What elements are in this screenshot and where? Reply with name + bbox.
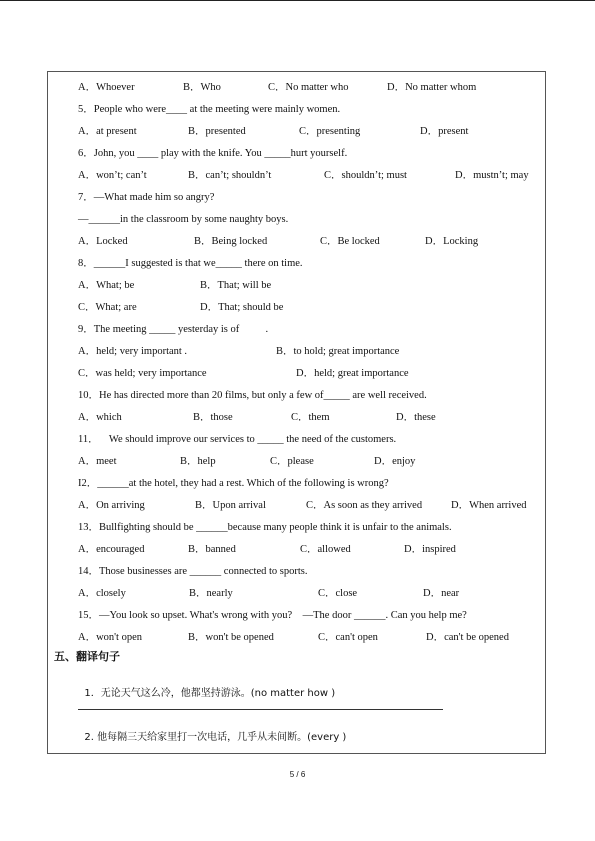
option-q11opts-0: A．meet	[78, 456, 117, 467]
option-q10opts-0: A．which	[78, 412, 122, 423]
top-rule	[0, 0, 595, 1]
option-q13opts-2: C．allowed	[300, 544, 351, 555]
option-q11opts-2: C．please	[270, 456, 314, 467]
translation-item-1	[78, 674, 335, 700]
option-q15opts-2: C．can't open	[318, 632, 378, 643]
question-q6: 6．John, you ____ play with the knife. You _____hurt yourself.	[78, 148, 348, 159]
option-q12opts-0: A．On arriving	[78, 500, 145, 511]
option-q7opts-1: B．Being locked	[194, 236, 268, 247]
question-q7: 7．—What made him so angry?	[78, 192, 215, 203]
option-q6opts-0: A．won’t; can’t	[78, 170, 147, 181]
option-q5opts-2: C．presenting	[299, 126, 361, 137]
option-q15opts-0: A．won't open	[78, 632, 143, 643]
question-q12: I2．______at the hotel, they had a rest. Which of the following is wrong?	[78, 478, 389, 489]
option-q10opts-1: B．those	[193, 412, 233, 423]
option-q9opts1-0: A．held; very important .	[78, 346, 188, 357]
translation-2-text: 2. 他每隔三天给家里打一次电话，几乎从未间断。	[84, 732, 308, 743]
option-q4opts-3: D．No matter whom	[387, 82, 477, 93]
translation-1-text: 1．无论天气这么冷，他都坚持游泳。	[84, 688, 251, 699]
option-q9opts1-1: B．to hold; great importance	[276, 346, 400, 357]
option-q14opts-1: B．nearly	[189, 588, 233, 599]
option-q6opts-2: C．shouldn’t; must	[324, 170, 407, 181]
translation-item-2	[78, 718, 346, 744]
option-q9opts2-1: D．held; great importance	[296, 368, 409, 379]
option-q4opts-0: A．Whoever	[78, 82, 135, 93]
page-number: 5 / 6	[289, 770, 306, 779]
question-q15: 15．—You look so upset. What's wrong with you? —The door ______. Can you help me?	[78, 610, 467, 621]
option-q4opts-1: B．Who	[183, 82, 221, 93]
option-q5opts-3: D．present	[420, 126, 469, 137]
question-q7b: —______in the classroom by some naughty boys.	[78, 214, 289, 225]
question-q10: 10．He has directed more than 20 films, but only a few of_____ are well received.	[78, 390, 427, 401]
option-q8opts1-0: A．What; be	[78, 280, 135, 291]
option-q7opts-0: A．Locked	[78, 236, 128, 247]
option-q12opts-2: C．As soon as they arrived	[306, 500, 423, 511]
answer-line-1[interactable]	[78, 709, 443, 710]
option-q7opts-3: D．Locking	[425, 236, 479, 247]
option-q11opts-3: D．enjoy	[374, 456, 416, 467]
option-q6opts-1: B．can’t; shouldn’t	[188, 170, 272, 181]
option-q9opts2-0: C．was held; very importance	[78, 368, 207, 379]
question-q9: 9．The meeting _____ yesterday is of .	[78, 324, 269, 335]
option-q11opts-1: B．help	[180, 456, 216, 467]
section-title: 五、翻译句子	[54, 650, 120, 663]
option-q14opts-3: D．near	[423, 588, 460, 599]
question-q8: 8．______I suggested is that we_____ there on time.	[78, 258, 303, 269]
option-q12opts-1: B．Upon arrival	[195, 500, 266, 511]
option-q7opts-2: C．Be locked	[320, 236, 380, 247]
option-q8opts1-1: B．That; will be	[200, 280, 272, 291]
question-q11: 11． We should improve our services to _____ the need of the customers.	[78, 434, 397, 445]
option-q4opts-2: C．No matter who	[268, 82, 349, 93]
option-q14opts-0: A．closely	[78, 588, 126, 599]
option-q10opts-2: C．them	[291, 412, 330, 423]
question-q14: 14．Those businesses are ______ connected to sports.	[78, 566, 308, 577]
option-q10opts-3: D．these	[396, 412, 436, 423]
translation-2-hint: (every )	[307, 732, 347, 743]
option-q5opts-0: A．at present	[78, 126, 137, 137]
question-q13: 13．Bullfighting should be ______because many people think it is unfair to the animals.	[78, 522, 452, 533]
option-q8opts2-0: C．What; are	[78, 302, 137, 313]
question-q5: 5．People who were____ at the meeting were mainly women.	[78, 104, 341, 115]
translation-1-hint: (no matter how )	[250, 688, 336, 699]
option-q6opts-3: D．mustn’t; may	[455, 170, 529, 181]
option-q8opts2-1: D．That; should be	[200, 302, 284, 313]
option-q14opts-2: C．close	[318, 588, 358, 599]
option-q15opts-1: B．won't be opened	[188, 632, 274, 643]
option-q13opts-3: D．inspired	[404, 544, 456, 555]
option-q13opts-1: B．banned	[188, 544, 236, 555]
option-q15opts-3: D．can't be opened	[426, 632, 509, 643]
option-q13opts-0: A．encouraged	[78, 544, 145, 555]
option-q5opts-1: B．presented	[188, 126, 246, 137]
option-q12opts-3: D．When arrived	[451, 500, 527, 511]
